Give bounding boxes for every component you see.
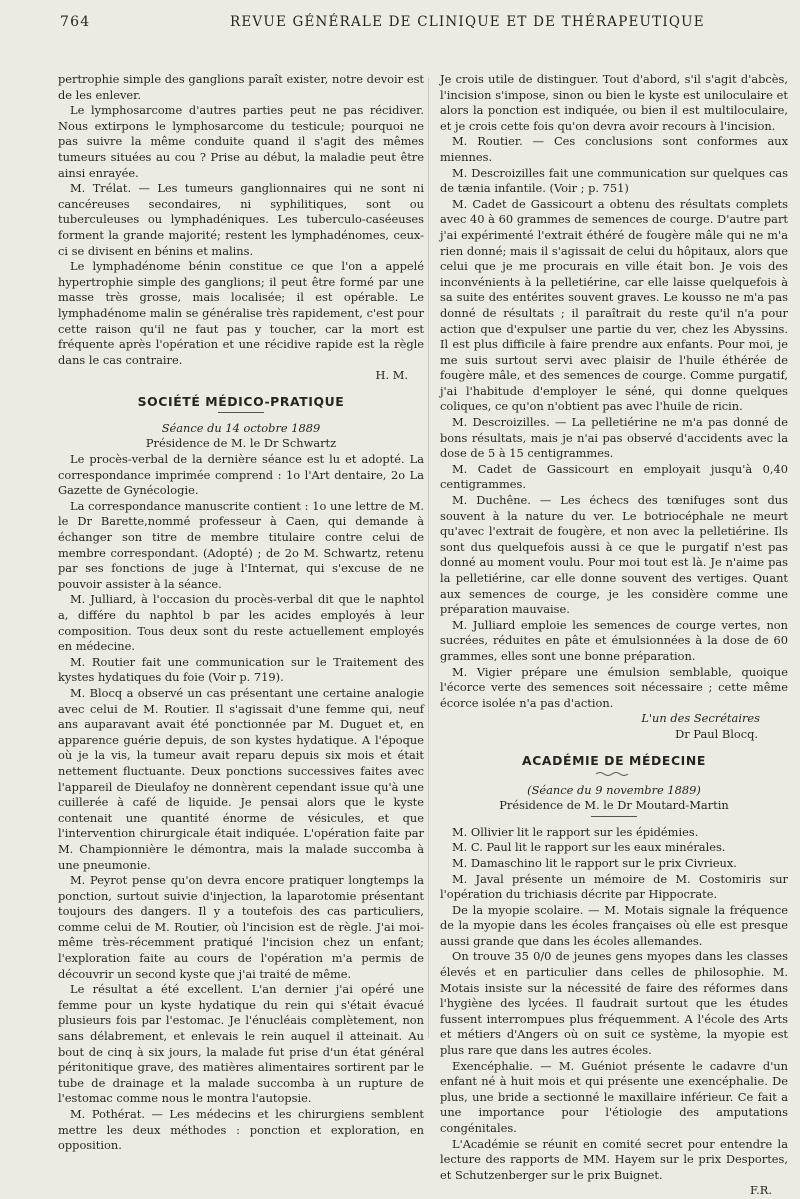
paragraph: pertrophie simple des ganglions paraît exister, notre devoir est de les enlever. [58, 72, 424, 102]
paragraph: M. Descroizilles. — La pelletiérine ne m'a pas donné de bons résultats, mais je n'ai pas observé d'accidents avec la dose de 5 à 15 centigrammes. [440, 415, 788, 461]
paragraph: M. Peyrot pense qu'on devra encore pratiquer longtemps la ponction, surtout suivie d'injection, la laparotomie présentant toujours des dangers. Il y a toutefois des cas particuliers, comme celui de M. Routier, où l'incision est de règle. J'ai moi-même très-récemment pratiqué l'incision chez un enfant; l'exploration faite au cours de l'opération m'a permis de découvrir un second kyste que j'ai traité de même. [58, 873, 424, 981]
paragraph: M. Damaschino lit le rapport sur le prix Civrieux. [452, 855, 737, 870]
session-date: (Séance du 9 novembre 1889) [527, 782, 701, 797]
article-columns [58, 72, 790, 1198]
paragraph: M. C. Paul lit le rapport sur les eaux minérales. [452, 840, 726, 855]
ornament-wave [574, 771, 654, 777]
paragraph: M. Routier fait une communication sur le Traitement des kystes hydatiques du foie (Voir p. 719). [58, 654, 424, 685]
paragraph: M. Julliard emploie les semences de courge vertes, non sucrées, réduites en pâte et émulsionnées à la dose de 60 grammes, elles sont une bonne préparation. [440, 617, 788, 663]
paragraph: On trouve 35 0/0 de jeunes gens myopes dans les classes élevés et en particulier dans celles de philosophie. M. Motais insiste sur la nécessité de faire des réformes dans l'hygiène des lycées. Il faudrait surtout que les études fussent interrompues plus fréquemment. A l'école des Arts et métiers d'Angers où on suit ce système, la myopie est plus rare que dans les autres écoles. [440, 949, 788, 1058]
paragraph: M. Cadet de Gassicourt a obtenu des résultats complets avec 40 à 60 grammes de semences de courge. D'autre part j'ai expérimenté l'extrait éthéré de fougère mâle qui ne m'a rien donné; mais il s'agissait de celui du hôpitaux, alors que celui que je me procurais en ville était bon. Je vois des inconvénients à la pelletiérine, car elle laisse quelquefois à sa suite des entérites souvent graves. Le kousso ne m'a pas donné de résultats ; il paraîtrait du reste qu'il n'a pour action que d'expulser une partie du ver, chez les Abyssins. Il est plus difficile à faire prendre aux enfants. Pour moi, je me suis surtout servi avec plaisir de l'huile éthérée de fougère mâle, et des semences de courge. Comme purgatif, j'ai l'habitude d'employer le séné, qui donne quelques coliques, ce qu'on n'obtient pas avec l'huile de ricin. [440, 196, 788, 414]
session-date: Séance du 14 octobre 1889 [161, 420, 321, 435]
paragraph: M. Trélat. — Les tumeurs ganglionnaires qui ne sont ni cancéreuses secondaires, ni syphilitiques, sont ou tuberculeuses ou lymphadéniques. Les tuberculo-caséeuses forment la grande majorité; restent les lymphadénomes, ceux-ci se divisent en bénins et malins. [58, 181, 424, 258]
signoff: H. M. [375, 368, 408, 383]
section-title-academie: ACADÉMIE DE MÉDECINE [522, 752, 706, 768]
paragraph: Je crois utile de distinguer. Tout d'abord, s'il s'agit d'abcès, l'incision s'impose, sinon ou bien le kyste est uniloculaire et alors la ponction est indiquée, ou bien il est multiloculaire, et je crois cette fois qu'on devra avoir recours à l'incision. [440, 72, 788, 133]
paragraph: De la myopie scolaire. — M. Motais signale la fréquence de la myopie dans les écoles françaises où elle est presque aussi grande que dans les écoles allemandes. [440, 902, 788, 948]
paragraph: L'Académie se réunit en comité secret pour entendre la lecture des rapports de MM. Hayem sur le prix Desportes, et Schutzenberger sur le prix Buignet. [440, 1136, 788, 1182]
paragraph: M. Cadet de Gassicourt en employait jusqu'à 0,40 centigrammes. [440, 461, 788, 492]
secretary-label: L'un des Secrétaires [641, 711, 760, 726]
paragraph: M. Pothérat. — Les médecins et les chirurgiens semblent mettre les deux méthodes : ponction et exploration, en opposition. [58, 1107, 424, 1153]
page-number: 764 [60, 14, 91, 30]
right-column [440, 72, 788, 1198]
paragraph: M. Vigier prépare une émulsion semblable, quoique l'écorce verte des semences soit nécessaire ; cette même écorce isolée n'a pas d'action. [440, 664, 788, 710]
paragraph: Le résultat a été excellent. L'an dernier j'ai opéré une femme pour un kyste hydatique du rein qui s'était évacué plusieurs fois par l'estomac. Je l'énucléais complètement, non sans délabrement, et enlevais le rein auquel il atteinait. Au bout de cinq à six jours, la malade fut prise d'un état général péritonitique grave, des matières alimentaires sortirent par le tube de drainage et la malade succomba à un rupture de l'estomac comme nous le montra l'autopsie. [58, 982, 424, 1106]
divider [218, 412, 264, 413]
paragraph: M. Duchêne. — Les échecs des tœnifuges sont dus souvent à la nature du ver. Le botriocéphale ne meurt qu'avec l'extrait de fougère, et non avec la pelletiérine. Ils sont dus quelquefois aussi à ce que le purgatif n'est pas donné au moment voulu. Pour moi tout est là. Je n'aime pas la pelletiérine, car elle donne souvent des vertiges. Quant aux semences de courge, je les considère comme une préparation mauvaise. [440, 493, 788, 617]
section-title-societe: SOCIÉTÉ MÉDICO-PRATIQUE [137, 393, 345, 409]
paragraph: M. Blocq a observé un cas présentant une certaine analogie avec celui de M. Routier. Il s'agissait d'une femme qui, neuf ans auparavant avait été ponctionnée par M. Duguet et, en apparence guérie depuis, de son kystes hydatique. A l'époque où je la vis, la tumeur avait reparu depuis six mois et était nettement fluctuante. Deux ponctions successives faites avec l'appareil de Dieulafoy ne donnèrent cependant issue qu'à une cuillerée à café de liquide. Je pensai alors que le kyste contenait une quantité énorme de vésicules, et que l'intervention chirurgicale était indiquée. L'opération faite par M. Championnière le démontra, mais la malade succomba à une pneumonie. [58, 685, 424, 872]
paragraph: La correspondance manuscrite contient : 1o une lettre de M. le Dr Barette,nommé professeur à Caen, qui demande à échanger son titre de membre titulaire contre celui de membre correspondant. (Adopté) ; de 2o M. Schwartz, retenu par ses fonctions de juge à l'Internat, qui s'excuse de ne pouvoir assister à la séance. [58, 498, 424, 591]
presidency: Présidence de M. le Dr Moutard-Martin [499, 798, 729, 813]
paragraph: Le lymphosarcome d'autres parties peut ne pas récidiver. Nous extirpons le lymphosarcome du testicule; pourquoi ne pas suivre la même conduite quand il s'agit des mêmes tumeurs situées au cou ? Prise au début, la maladie peut être ainsi enrayée. [58, 103, 424, 180]
paragraph: M. Javal présente un mémoire de M. Costomiris sur l'opération du trichiasis décrite par Hippocrate. [440, 871, 788, 902]
paragraph: M. Ollivier lit le rapport sur les épidémies. [452, 824, 699, 839]
presidency: Présidence de M. le Dr Schwartz [145, 436, 337, 451]
secretary-name: Dr Paul Blocq. [675, 726, 758, 741]
left-column [58, 72, 424, 1153]
paragraph: Le lymphadénome bénin constitue ce que l'on a appelé hypertrophie simple des ganglions; il peut être formé par une masse très grosse, mais localisée; il est opérable. Le lymphadénome malin se généralise très rapidement, c'est pour cette raison qu'il ne faut pas y toucher, car la mort est fréquente après l'opération et une récidive rapide est la règle dans le cas contraire. [58, 259, 424, 367]
page-header [60, 14, 788, 36]
paragraph: Exencéphalie. — M. Guéniot présente le cadavre d'un enfant né à huit mois et qui présente une exencéphalie. De plus, une bride a sectionné le maxillaire inférieur. Ce fait a une importance pour l'étiologie des amputations congénitales. [440, 1058, 788, 1135]
paragraph: M. Julliard, à l'occasion du procès-verbal dit que le naphtol a, différe du naphtol b par les acides employés à leur composition. Tous deux sont du reste actuellement employés en médecine. [58, 592, 424, 654]
signoff: F.R. [750, 1183, 772, 1198]
running-title: REVUE GÉNÉRALE DE CLINIQUE ET DE THÉRAPEUTIQUE [230, 14, 705, 30]
paragraph: M. Routier. — Ces conclusions sont conformes aux miennes. [440, 134, 788, 164]
paragraph: M. Descroizilles fait une communication sur quelques cas de tænia infantile. (Voir ; p. 751) [440, 165, 788, 196]
paragraph: Le procès-verbal de la dernière séance est lu et adopté. La correspondance imprimée comprend : 1o l'Art dentaire, 2o La Gazette de Gynécologie. [58, 452, 424, 498]
divider [591, 816, 637, 817]
